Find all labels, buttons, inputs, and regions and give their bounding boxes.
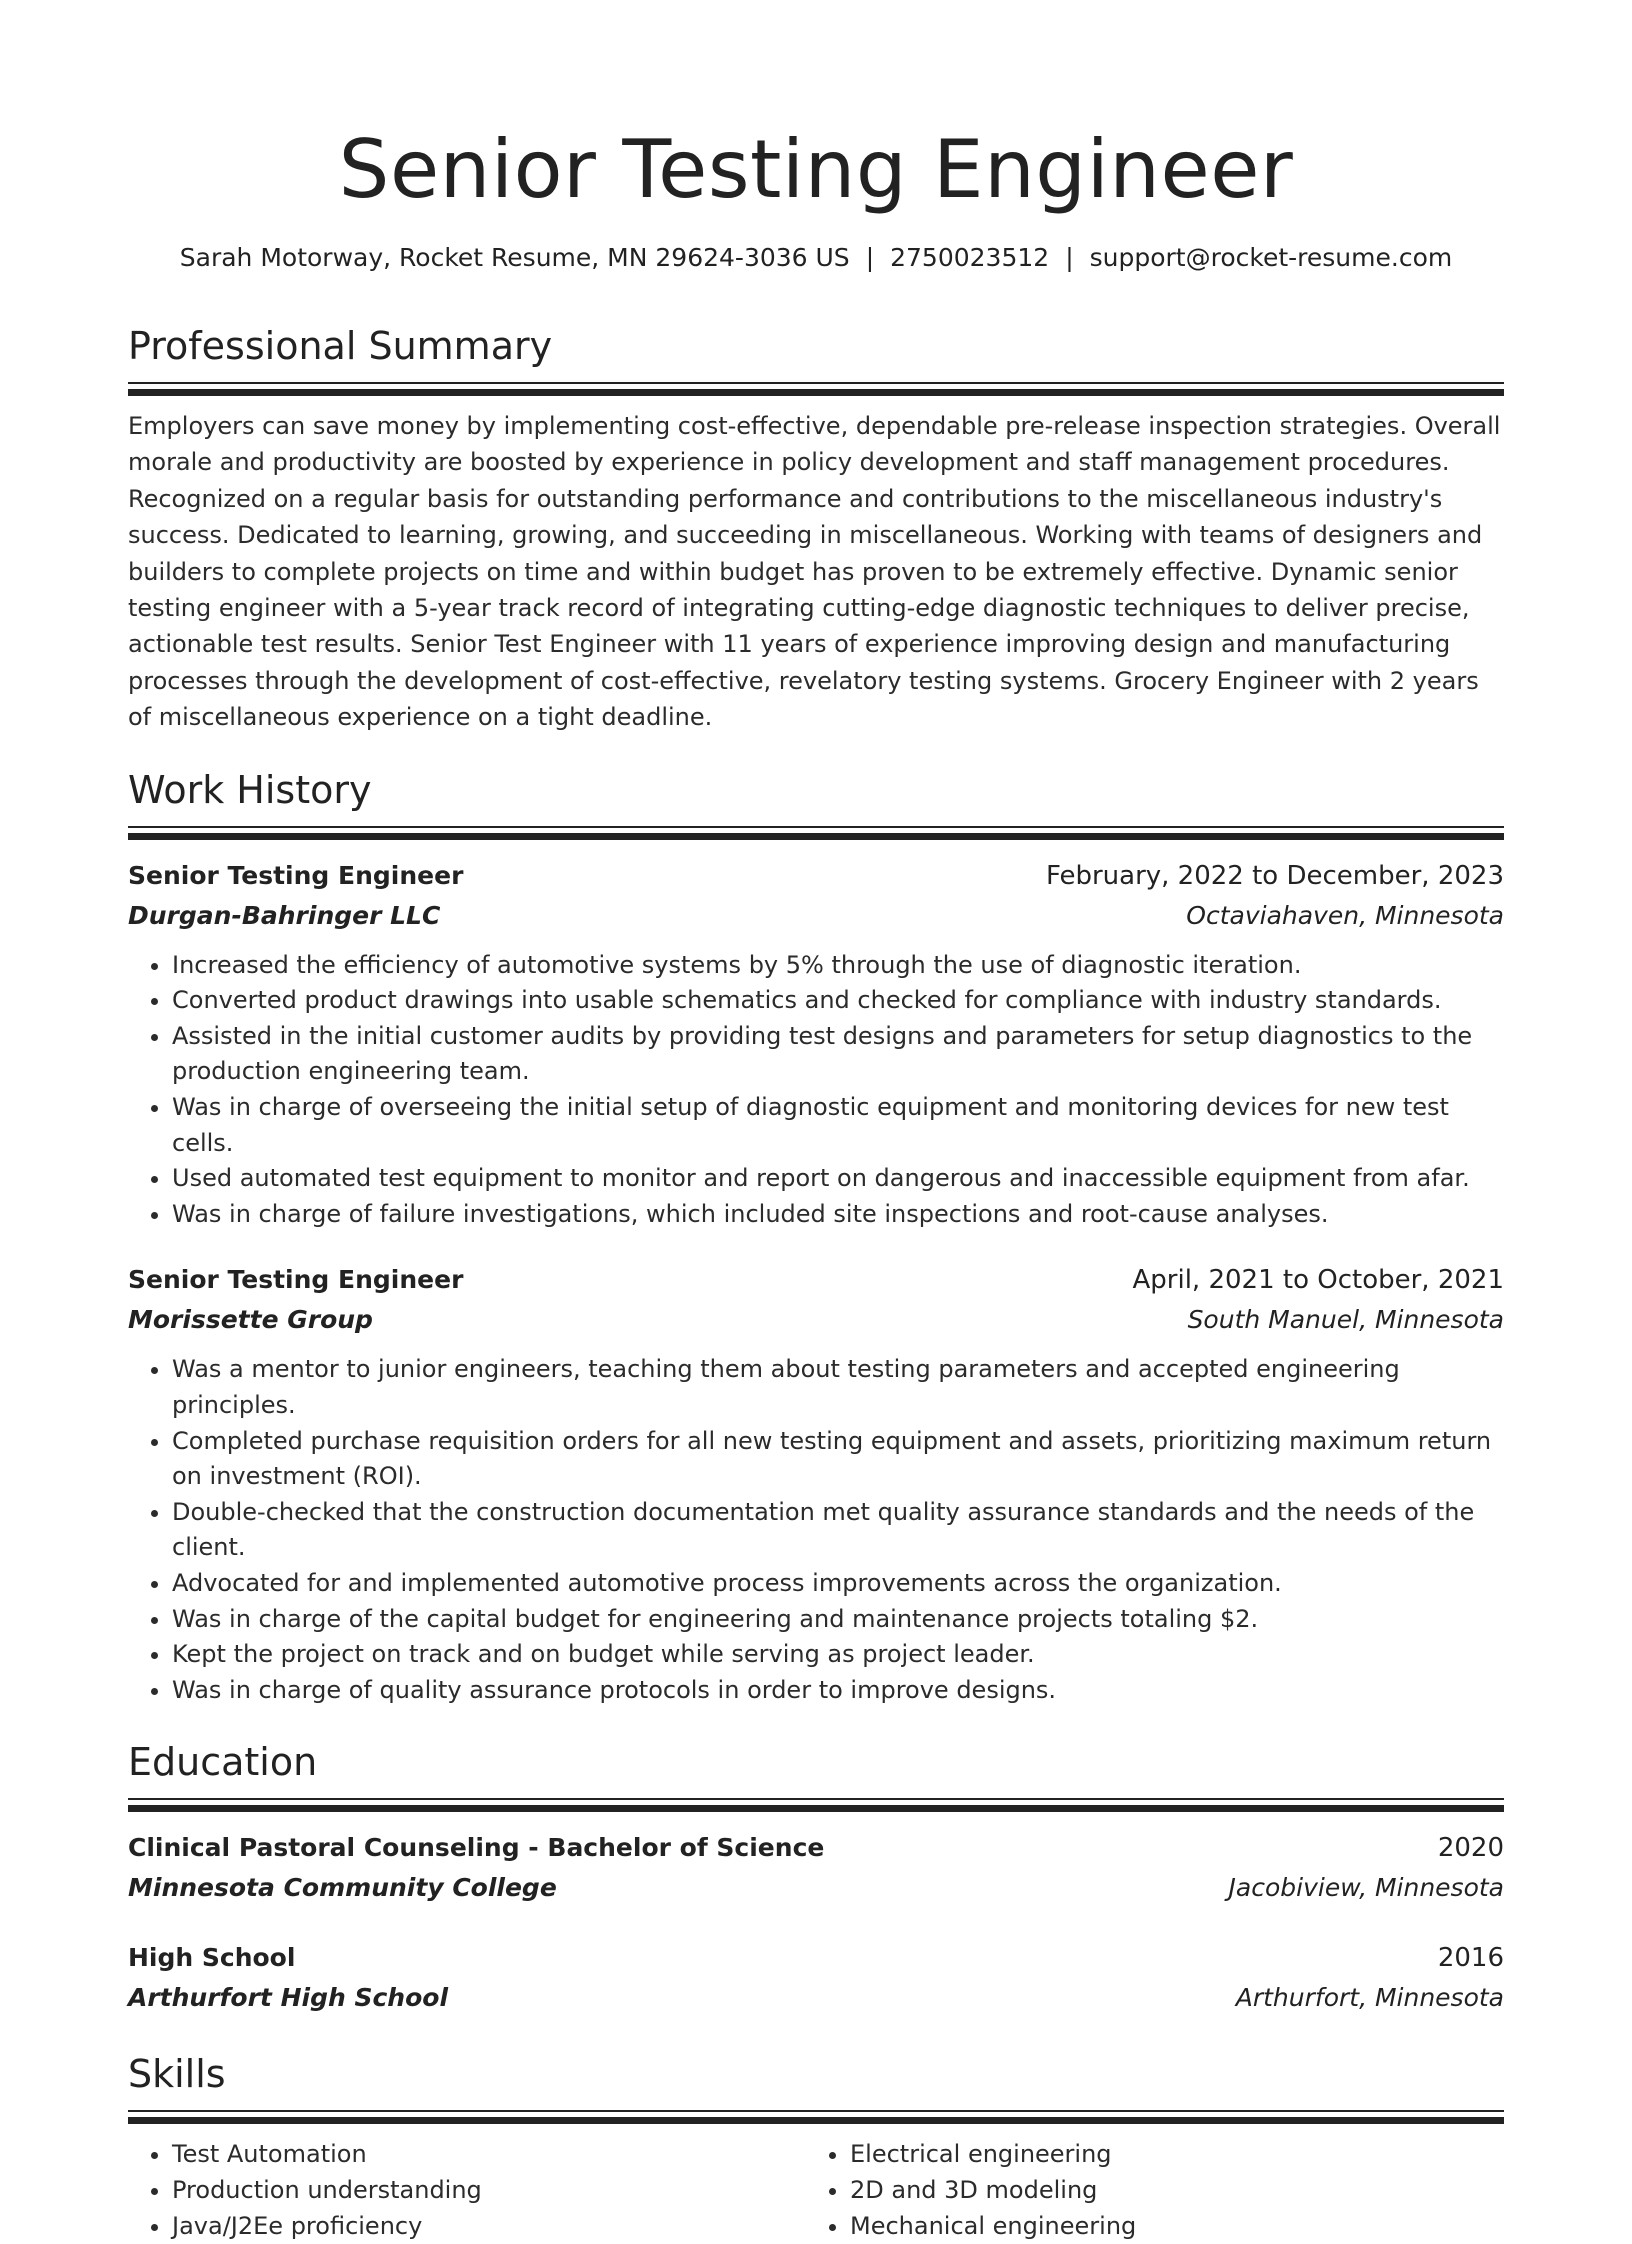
list-item: • Kept the project on track and on budget while serving as project leader. [172,1637,1504,1673]
list-item: • Was in charge of the capital budget for engineering and maintenance projects totaling $2. [172,1602,1504,1638]
resume-title: Senior Testing Engineer [338,123,1294,216]
list-item: • Increased the efficiency of automotive systems by 5% through the use of diagnostic iteration. [172,948,1504,984]
job-bullets [128,948,1504,1233]
list-item: • Was in charge of quality assurance protocols in order to improve designs. [172,1673,1504,1709]
skills-section [128,2050,1504,2244]
job-location: Octaviahaven, Minnesota [1186,900,1504,930]
education-year: 2016 [1437,1943,1504,1974]
list-item: • Production understanding [172,2172,806,2208]
list-item: • Was in charge of failure investigations, which included site inspections and root-cause analyses. [172,1197,1504,1233]
section-divider [128,382,1504,398]
education-entry [128,1938,1504,2018]
job-dates: February, 2022 to December, 2023 [1045,860,1504,891]
contact-phone: 2750023512 [890,243,1050,272]
work-history-section [128,766,1504,1709]
contact-address: Sarah Motorway, Rocket Resume, MN 29624-3036 US [179,243,850,272]
skills-grid [128,2136,1504,2244]
job-entry [128,856,1504,1233]
list-item: • Mechanical engineering [850,2208,1484,2244]
section-divider [128,2110,1504,2126]
list-item: • Assisted in the initial customer audits by providing test designs and parameters for setup diagnostics to the production engineering team. [172,1019,1504,1090]
job-location: South Manuel, Minnesota [1187,1305,1504,1335]
job-entry [128,1260,1504,1708]
contact-separator: | [1065,243,1074,272]
contact-line [128,242,1504,274]
education-year: 2020 [1437,1833,1504,1864]
contact-email: support@rocket-resume.com [1089,243,1453,272]
section-heading-education: Education [128,1740,318,1785]
list-item: • Completed purchase requisition orders for all new testing equipment and assets, prioritizing maximum return on investment (ROI). [172,1424,1504,1495]
contact-separator: | [865,243,875,272]
education-section [128,1738,1504,2018]
section-heading-skills: Skills [128,2052,226,2097]
education-entry [128,1828,1504,1908]
education-location: Arthurfort, Minnesota [1235,1983,1504,2013]
list-item: • Double-checked that the construction documentation met quality assurance standards and the needs of the client. [172,1495,1504,1566]
list-item: • 2D and 3D modeling [850,2172,1484,2208]
job-title: Senior Testing Engineer [128,860,464,890]
list-item: • Java/J2Ee proficiency [172,2208,806,2244]
job-dates: April, 2021 to October, 2021 [1132,1265,1504,1296]
section-heading-work-history: Work History [128,767,372,812]
list-item: • Advocated for and implemented automotive process improvements across the organization. [172,1566,1504,1602]
section-divider [128,1798,1504,1814]
education-degree: Clinical Pastoral Counseling - Bachelor of Science [128,1833,825,1863]
education-school: Arthurfort High School [128,1983,449,2013]
list-item: • Test Automation [172,2136,806,2172]
summary-text: Employers can save money by implementing cost-effective, dependable pre-release inspection strategies. Overall morale and productivity are boosted by experience in policy development and staff management procedures. Recognized on a regular basis for outstanding performance and contributions to the miscellaneous industry's success. Dedicated to learning, growing, and succeeding in miscellaneous. Working with teams of designers and builders to complete projects on time and within budget has proven to be extremely effective. Dynamic senior testing engineer with a 5-year track record of integrating cutting-edge diagnostic techniques to deliver precise, actionable test results. Senior Test Engineer with 11 years of experience improving design and manufacturing processes through the development of cost-effective, revelatory testing systems. Grocery Engineer with 2 years of miscellaneous experience on a tight deadline. [128,412,1501,732]
job-bullets [128,1352,1504,1708]
list-item: • Used automated test equipment to monitor and report on dangerous and inaccessible equipment from afar. [172,1161,1504,1197]
list-item: • Electrical engineering [850,2136,1484,2172]
resume-page [128,0,1504,2244]
list-item: • Was a mentor to junior engineers, teaching them about testing parameters and accepted engineering principles. [172,1352,1504,1423]
section-heading-summary: Professional Summary [128,324,553,368]
list-item: • Converted product drawings into usable schematics and checked for compliance with industry standards. [172,983,1504,1019]
education-degree: High School [128,1943,296,1973]
summary-section [128,322,1504,736]
list-item: • Was in charge of overseeing the initial setup of diagnostic equipment and monitoring devices for new test cells. [172,1090,1504,1161]
skills-column-right [806,2136,1484,2244]
job-title: Senior Testing Engineer [128,1265,464,1295]
section-divider [128,826,1504,842]
job-company: Durgan-Bahringer LLC [128,900,441,930]
education-school: Minnesota Community College [128,1873,557,1903]
job-company: Morissette Group [128,1305,373,1335]
skills-column-left [128,2136,806,2244]
education-location: Jacobiview, Minnesota [1228,1873,1504,1903]
